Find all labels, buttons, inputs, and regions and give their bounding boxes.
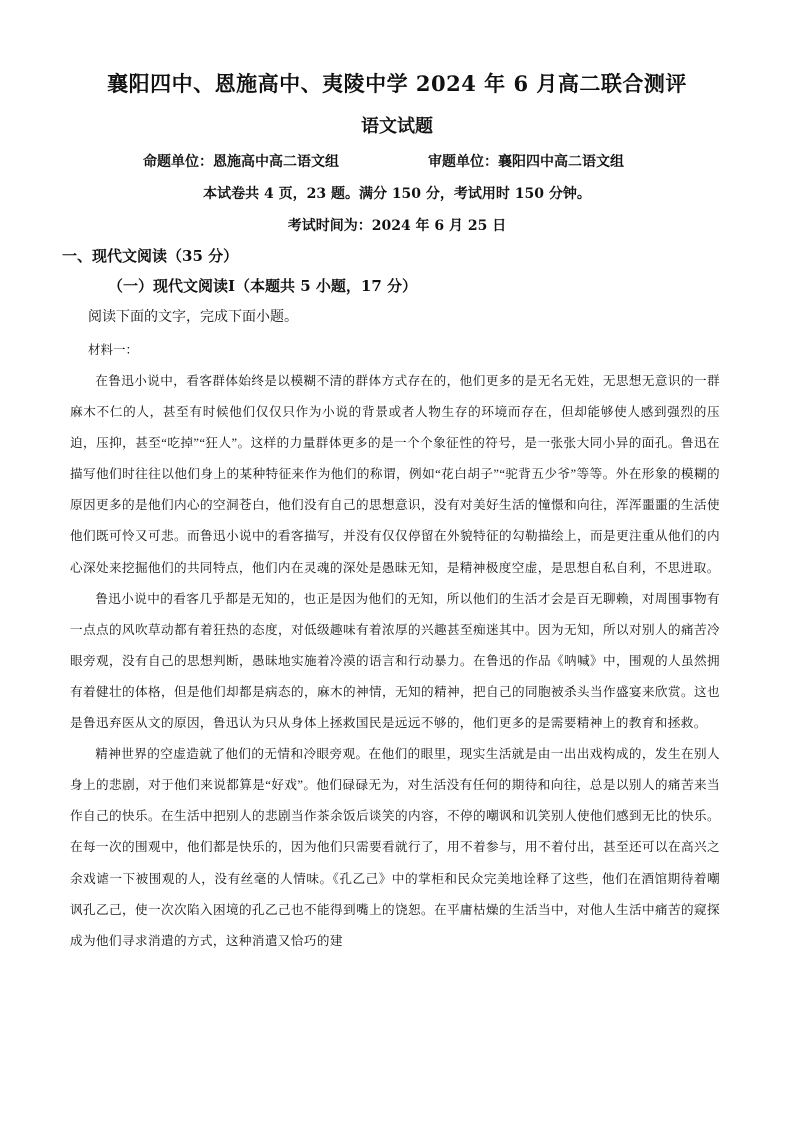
author-unit: 命题单位：恩施高中高二语文组	[143, 154, 339, 170]
exam-date: 考试时间为：2024 年 6 月 25 日	[287, 218, 507, 234]
subsection-heading: （一）现代文阅读Ⅰ（本题共 5 小题，17 分）	[108, 277, 417, 295]
review-unit: 审题单位：襄阳四中高二语文组	[428, 154, 624, 170]
exam-title: 襄阳四中、恩施高中、夷陵中学 2024 年 6 月高二联合测评	[107, 71, 687, 96]
material-label: 材料一：	[88, 343, 139, 357]
section-heading: 一、现代文阅读（35 分）	[62, 247, 239, 265]
paragraph: 在鲁迅小说中，看客群体始终是以模糊不清的群体方式存在的，他们更多的是无名无姓，无思想无意识的一群麻木不仁的人，甚至有时候他们仅仅只作为小说的背景或者人物生存的环境而存在，但却能够使人感到强烈的压迫，压抑，甚至“吃掉”“狂人”。这样的力量群体更多的是一个个象征性的符号，是一张张大同小异的面孔。鲁迅在描写他们时往往以他们身上的某种特征来作为他们的称谓，例如“花白胡子”“驼背五少爷”等等。外在形象的模糊的原因更多的是他们内心的空洞苍白，他们没有自己的思想意识，没有对美好生活的憧憬和向往，浑浑噩噩的生活使他们既可怜又可悲。而鲁迅小说中的看客描写，并没有仅仅停留在外貌特征的勾勒描绘上，而是更注重从他们的内心深处来挖掘他们的共同特点，他们内在灵魂的深处是愚昧无知，是精神极度空虚，是思想自私自利，不思进取。	[70, 374, 720, 575]
material-body	[70, 366, 720, 957]
paragraph: 精神世界的空虚造就了他们的无情和冷眼旁观。在他们的眼里，现实生活就是由一出出戏构成的，发生在别人身上的悲剧，对于他们来说都算是“好戏”。他们碌碌无为，对生活没有任何的期待和向往，总是以别人的痛苦来当作自己的快乐。在生活中把别人的悲剧当作茶余饭后谈笑的内容，不停的嘲讽和讥笑别人使他们感到无比的快乐。在每一次的围观中，他们都是快乐的，因为他们只需要看就行了，用不着参与，用不着付出，甚至还可以在高兴之余戏谑一下被围观的人，没有丝毫的人情味。《孔乙己》中的掌柜和民众完美地诠释了这些，他们在酒馆期待着嘲讽孔乙己，使一次次陷入困境的孔乙己也不能得到嘴上的饶恕。在平庸枯燥的生活当中，对他人生活中痛苦的窥探成为他们寻求消遣的方式，这种消遣又恰巧的建	[70, 747, 720, 948]
reading-instruction: 阅读下面的文字，完成下面小题。	[88, 309, 298, 325]
exam-info: 本试卷共 4 页，23 题。满分 150 分，考试用时 150 分钟。	[203, 186, 591, 202]
paragraph: 鲁迅小说中的看客几乎都是无知的，也正是因为他们的无知，所以他们的生活才会是百无聊赖，对周围事物有一点点的风吹草动都有着狂热的态度，对低级趣味有着浓厚的兴趣甚至痴迷其中。因为无知，所以对别人的痛苦冷眼旁观，没有自己的思想判断，愚昧地实施着冷漠的语言和行动暴力。在鲁迅的作品《呐喊》中，围观的人虽然拥有着健壮的体格，但是他们却都是病态的，麻木的神情，无知的精神，把自己的同胞被杀头当作盛宴来欣赏。这也是鲁迅弃医从文的原因，鲁迅认为只从身体上拯救国民是远远不够的，他们更多的是需要精神上的教育和拯救。	[70, 591, 720, 731]
exam-subtitle: 语文试题	[361, 116, 433, 137]
